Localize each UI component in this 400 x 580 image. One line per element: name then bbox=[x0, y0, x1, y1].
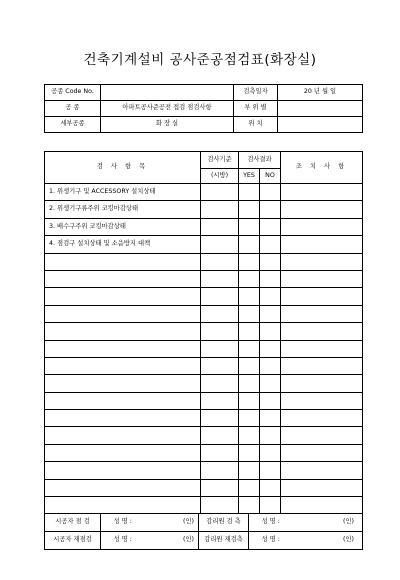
checklist-row bbox=[45, 323, 363, 340]
work-label: 공 종 bbox=[45, 101, 101, 117]
checklist-no-cell[interactable] bbox=[260, 497, 281, 514]
checklist-yes-cell[interactable] bbox=[239, 375, 260, 392]
checklist-no-cell[interactable] bbox=[260, 236, 281, 253]
checklist-no-cell[interactable] bbox=[260, 410, 281, 427]
contractor-recheck-seal[interactable]: (인) bbox=[145, 532, 199, 550]
checklist-no-cell[interactable] bbox=[260, 184, 281, 201]
checklist-standard-cell[interactable] bbox=[201, 497, 239, 514]
location-label: 부 위 별 bbox=[234, 101, 278, 117]
checklist-action-cell[interactable] bbox=[281, 375, 363, 392]
checklist-no-cell[interactable] bbox=[260, 288, 281, 305]
checklist-no-cell[interactable] bbox=[260, 218, 281, 235]
checklist-item bbox=[45, 253, 201, 270]
checklist-standard-cell[interactable] bbox=[201, 375, 239, 392]
position-field[interactable] bbox=[278, 117, 363, 133]
work-field[interactable]: 아파트공사준공전 접검 점검사항 bbox=[101, 101, 234, 117]
checklist-row bbox=[45, 375, 363, 392]
supervisor-check-label: 감리원 검 측 bbox=[199, 514, 249, 532]
checklist-standard-cell[interactable] bbox=[201, 218, 239, 235]
checklist-no-cell[interactable] bbox=[260, 444, 281, 461]
contractor-check-seal[interactable]: (인) bbox=[145, 514, 199, 532]
checklist-no-cell[interactable] bbox=[260, 305, 281, 322]
date-label: 검측일자 bbox=[234, 85, 278, 101]
checklist-action-cell[interactable] bbox=[281, 427, 363, 444]
checklist-no-cell[interactable] bbox=[260, 340, 281, 357]
checklist-no-cell[interactable] bbox=[260, 392, 281, 409]
checklist-action-cell[interactable] bbox=[281, 479, 363, 496]
checklist-action-cell[interactable] bbox=[281, 184, 363, 201]
col-result-header: 검사결과 bbox=[239, 152, 281, 169]
col-no-header: NO bbox=[260, 169, 281, 184]
checklist-row bbox=[45, 479, 363, 496]
checklist-action-cell[interactable] bbox=[281, 305, 363, 322]
checklist-standard-cell[interactable] bbox=[201, 305, 239, 322]
contractor-check-name-label: 성 명 : bbox=[101, 514, 145, 532]
checklist-standard-cell[interactable] bbox=[201, 201, 239, 218]
checklist-action-cell[interactable] bbox=[281, 270, 363, 287]
checklist-yes-cell[interactable] bbox=[239, 201, 260, 218]
checklist-item bbox=[45, 323, 201, 340]
checklist-row bbox=[45, 410, 363, 427]
checklist-item: 2. 위생기구류주위 코킹마감상태 bbox=[45, 201, 201, 218]
checklist-standard-cell[interactable] bbox=[201, 462, 239, 479]
checklist-standard-cell[interactable] bbox=[201, 340, 239, 357]
checklist-standard-cell[interactable] bbox=[201, 427, 239, 444]
date-field[interactable]: 20 년 월 일 bbox=[278, 85, 363, 101]
checklist-standard-cell[interactable] bbox=[201, 253, 239, 270]
col-yes-header: YES bbox=[239, 169, 260, 184]
checklist-action-cell[interactable] bbox=[281, 253, 363, 270]
checklist-action-cell[interactable] bbox=[281, 357, 363, 374]
checklist-row bbox=[45, 427, 363, 444]
checklist-standard-cell[interactable] bbox=[201, 236, 239, 253]
position-label: 위 치 bbox=[234, 117, 278, 133]
checklist-row bbox=[45, 357, 363, 374]
checklist-standard-cell[interactable] bbox=[201, 444, 239, 461]
code-label: 공종 Code No. bbox=[45, 85, 101, 101]
checklist-yes-cell[interactable] bbox=[239, 323, 260, 340]
checklist-row bbox=[45, 462, 363, 479]
checklist-item bbox=[45, 444, 201, 461]
checklist-action-cell[interactable] bbox=[281, 497, 363, 514]
checklist-no-cell[interactable] bbox=[260, 357, 281, 374]
checklist-action-cell[interactable] bbox=[281, 288, 363, 305]
checklist-standard-cell[interactable] bbox=[201, 410, 239, 427]
checklist-action-cell[interactable] bbox=[281, 340, 363, 357]
checklist-yes-cell[interactable] bbox=[239, 479, 260, 496]
checklist-row bbox=[45, 184, 363, 201]
checklist-item bbox=[45, 410, 201, 427]
checklist-item bbox=[45, 497, 201, 514]
checklist-yes-cell[interactable] bbox=[239, 184, 260, 201]
supervisor-recheck-name-label: 성 명 : bbox=[249, 532, 293, 550]
checklist-yes-cell[interactable] bbox=[239, 270, 260, 287]
checklist-action-cell[interactable] bbox=[281, 201, 363, 218]
checklist-standard-cell[interactable] bbox=[201, 392, 239, 409]
checklist-action-cell[interactable] bbox=[281, 323, 363, 340]
checklist-no-cell[interactable] bbox=[260, 323, 281, 340]
checklist-item bbox=[45, 357, 201, 374]
col-action-header: 조 치 사 항 bbox=[281, 152, 363, 184]
checklist-row bbox=[45, 444, 363, 461]
checklist-yes-cell[interactable] bbox=[239, 497, 260, 514]
checklist-standard-cell[interactable] bbox=[201, 184, 239, 201]
checklist-table bbox=[44, 151, 363, 514]
checklist-yes-cell[interactable] bbox=[239, 305, 260, 322]
checklist-no-cell[interactable] bbox=[260, 375, 281, 392]
checklist-no-cell[interactable] bbox=[260, 462, 281, 479]
col-item-header: 검 사 항 목 bbox=[45, 152, 201, 184]
checklist-standard-cell[interactable] bbox=[201, 357, 239, 374]
supervisor-recheck-seal[interactable]: (인) bbox=[293, 532, 363, 550]
location-field[interactable] bbox=[278, 101, 363, 117]
checklist-item bbox=[45, 479, 201, 496]
header-table bbox=[44, 84, 363, 133]
checklist-yes-cell[interactable] bbox=[239, 340, 260, 357]
checklist-standard-cell[interactable] bbox=[201, 288, 239, 305]
checklist-yes-cell[interactable] bbox=[239, 427, 260, 444]
checklist-row bbox=[45, 270, 363, 287]
checklist-item bbox=[45, 375, 201, 392]
checklist-item bbox=[45, 305, 201, 322]
checklist-action-cell[interactable] bbox=[281, 218, 363, 235]
detail-field[interactable]: 화 장 실 bbox=[101, 117, 234, 133]
checklist-item bbox=[45, 462, 201, 479]
checklist-no-cell[interactable] bbox=[260, 427, 281, 444]
checklist-row bbox=[45, 340, 363, 357]
supervisor-check-seal[interactable]: (인) bbox=[293, 514, 363, 532]
checklist-yes-cell[interactable] bbox=[239, 218, 260, 235]
checklist-standard-cell[interactable] bbox=[201, 479, 239, 496]
checklist-no-cell[interactable] bbox=[260, 270, 281, 287]
col-standard-sub: (시방) bbox=[201, 169, 239, 184]
checklist-no-cell[interactable] bbox=[260, 201, 281, 218]
checklist-row bbox=[45, 253, 363, 270]
checklist-item bbox=[45, 270, 201, 287]
checklist-item: 1. 위생기구 및 ACCESSORY 설치상태 bbox=[45, 184, 201, 201]
page-title: 건축기계설비 공사준공점검표(화장실) bbox=[83, 52, 317, 68]
checklist-item: 4. 점검구 설치상태 및 소음방지 대책 bbox=[45, 236, 201, 253]
checklist-action-cell[interactable] bbox=[281, 236, 363, 253]
checklist-action-cell[interactable] bbox=[281, 462, 363, 479]
checklist-item bbox=[45, 427, 201, 444]
checklist-action-cell[interactable] bbox=[281, 410, 363, 427]
contractor-recheck-name-label: 성 명 : bbox=[101, 532, 145, 550]
checklist-item: 3. 배수구주위 코킹마감상태 bbox=[45, 218, 201, 235]
checklist-row bbox=[45, 392, 363, 409]
checklist-row bbox=[45, 497, 363, 514]
checklist-action-cell[interactable] bbox=[281, 392, 363, 409]
checklist-action-cell[interactable] bbox=[281, 444, 363, 461]
checklist-yes-cell[interactable] bbox=[239, 236, 260, 253]
supervisor-recheck-label: 감리원 재검측 bbox=[199, 532, 249, 550]
signature-table bbox=[44, 513, 363, 550]
checklist-yes-cell[interactable] bbox=[239, 392, 260, 409]
checklist-no-cell[interactable] bbox=[260, 479, 281, 496]
col-standard-label: 검사기준 bbox=[207, 155, 232, 163]
checklist-row bbox=[45, 305, 363, 322]
checklist-yes-cell[interactable] bbox=[239, 462, 260, 479]
checklist-row bbox=[45, 288, 363, 305]
checklist-yes-cell[interactable] bbox=[239, 444, 260, 461]
checklist-row bbox=[45, 201, 363, 218]
checklist-standard-cell[interactable] bbox=[201, 323, 239, 340]
contractor-check-label: 시공자 점 검 bbox=[45, 514, 101, 532]
checklist-yes-cell[interactable] bbox=[239, 357, 260, 374]
checklist-row bbox=[45, 236, 363, 253]
checklist-no-cell[interactable] bbox=[260, 253, 281, 270]
code-field[interactable] bbox=[101, 85, 234, 101]
supervisor-check-name-label: 성 명 : bbox=[249, 514, 293, 532]
detail-label: 세부공종 bbox=[45, 117, 101, 133]
checklist-yes-cell[interactable] bbox=[239, 288, 260, 305]
col-standard-header bbox=[201, 152, 239, 169]
checklist-standard-cell[interactable] bbox=[201, 270, 239, 287]
checklist-yes-cell[interactable] bbox=[239, 253, 260, 270]
checklist-yes-cell[interactable] bbox=[239, 410, 260, 427]
contractor-recheck-label: 시공자 재점검 bbox=[45, 532, 101, 550]
checklist-item bbox=[45, 288, 201, 305]
checklist-item bbox=[45, 392, 201, 409]
checklist-item bbox=[45, 340, 201, 357]
checklist-row bbox=[45, 218, 363, 235]
